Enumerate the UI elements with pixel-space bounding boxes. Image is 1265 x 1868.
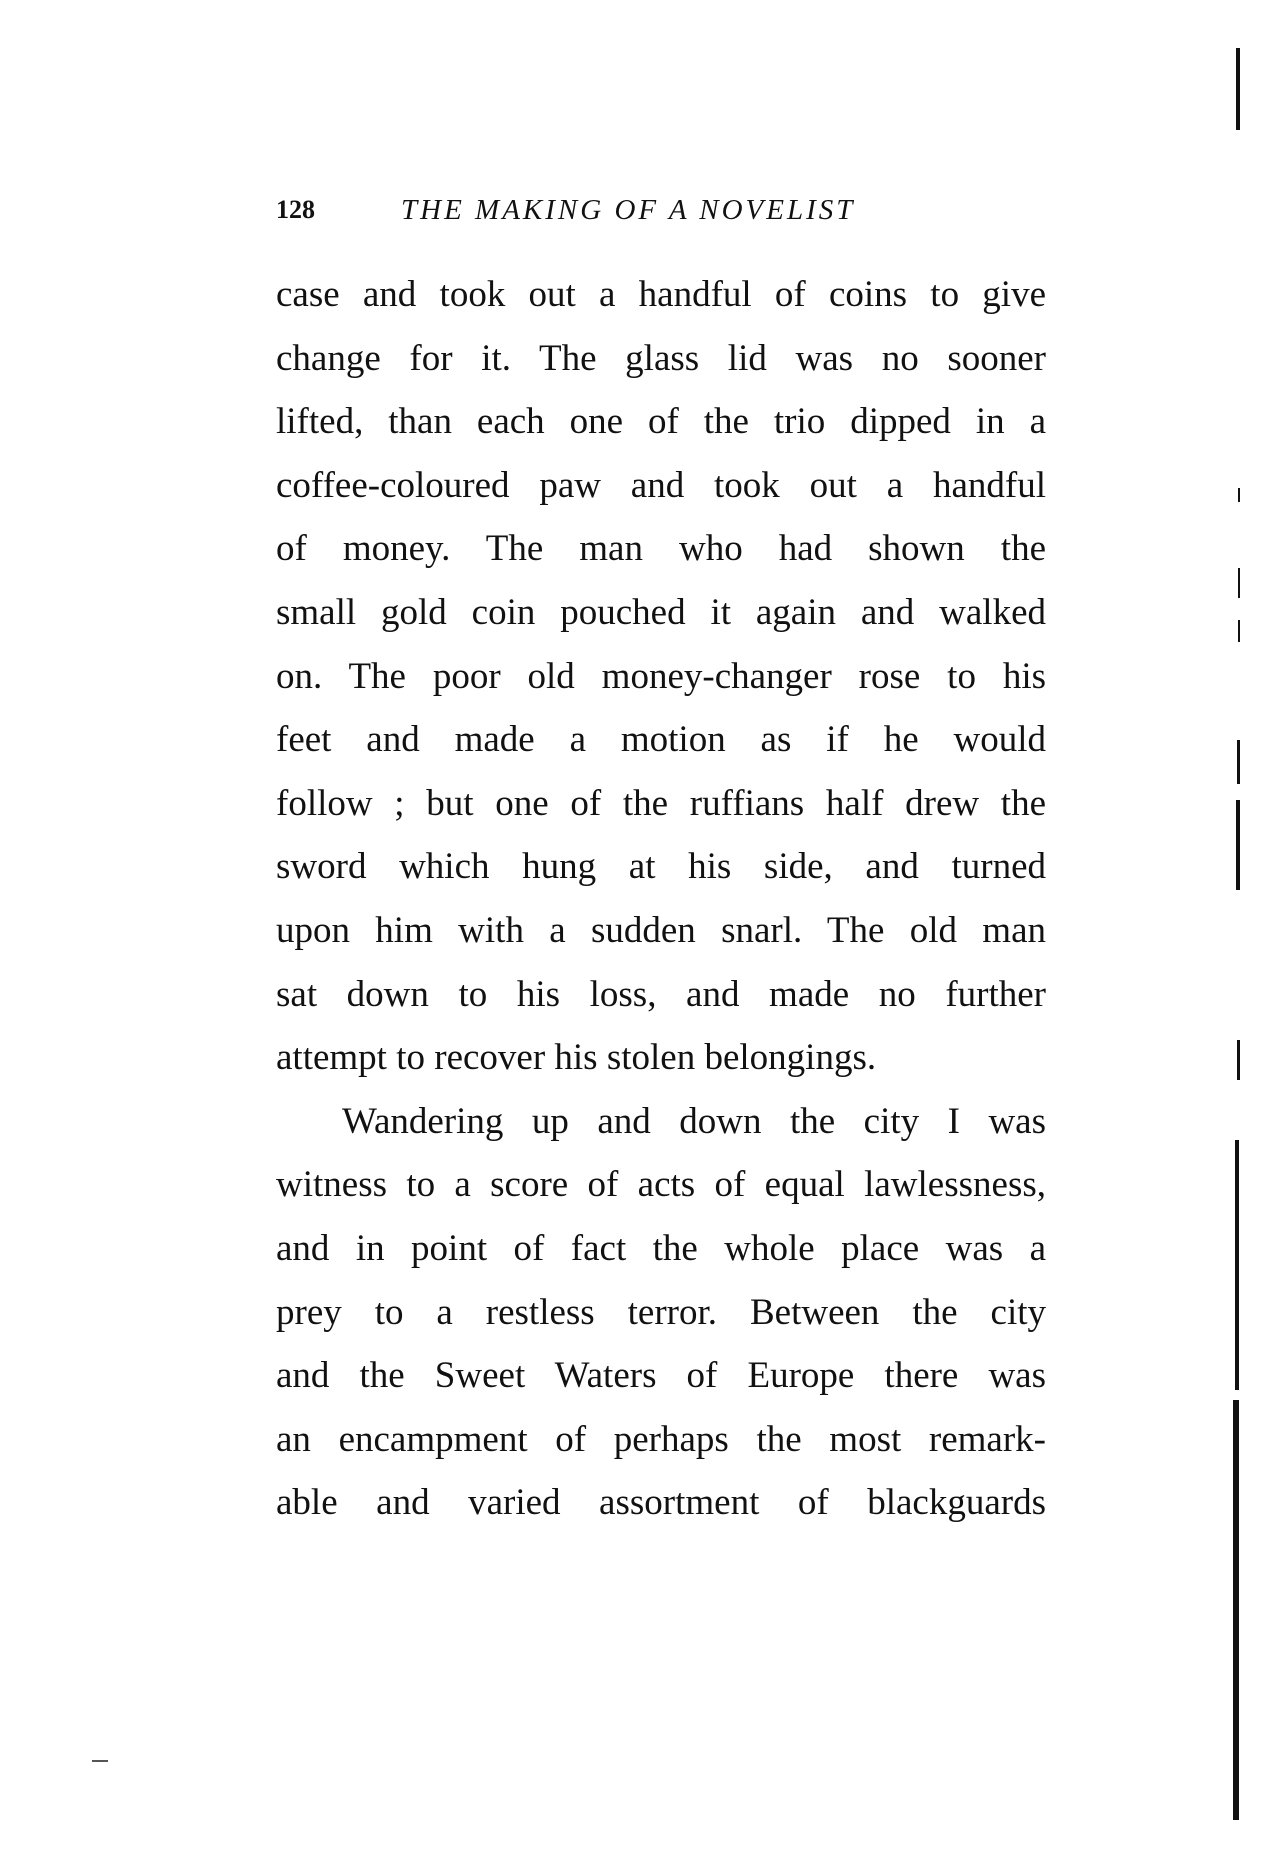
text-line: sat down to his loss, and made no further: [276, 973, 1046, 1015]
text-line: sword which hung at his side, and turned: [276, 846, 1046, 888]
scan-edge-mark: [1237, 1040, 1240, 1080]
text-line: upon him with a sudden snarl. The old man: [276, 909, 1046, 951]
text-line: and the Sweet Waters of Europe there was: [276, 1355, 1046, 1397]
scan-dash-mark: [92, 1760, 108, 1762]
scan-edge-mark: [1238, 568, 1240, 598]
text-line: coffee-coloured paw and took out a handful: [276, 464, 1046, 506]
text-line: and in point of fact the whole place was a: [276, 1227, 1046, 1269]
scan-edge-mark: [1236, 800, 1240, 890]
text-line: change for it. The glass lid was no sooner: [276, 337, 1046, 379]
paragraph-1: [276, 263, 1046, 1090]
running-head: [276, 190, 1046, 230]
text-line: follow ; but one of the ruffians half drew the: [276, 782, 1046, 824]
text-line: case and took out a handful of coins to give: [276, 274, 1046, 315]
text-line: lifted, than each one of the trio dipped in a: [276, 401, 1046, 443]
text-line: Wandering up and down the city I was: [342, 1100, 1046, 1142]
scan-edge-mark: [1235, 1140, 1239, 1390]
scan-edge-mark: [1236, 48, 1240, 130]
scan-edge-mark: [1238, 620, 1240, 642]
running-title: THE MAKING OF A NOVELIST: [401, 194, 856, 226]
scan-edge-mark: [1238, 488, 1240, 502]
paragraph-2: [276, 1090, 1046, 1535]
text-line: able and varied assortment of blackguards: [276, 1482, 1046, 1524]
scan-edge-mark: [1233, 1400, 1239, 1820]
scan-edge-mark: [1237, 740, 1240, 784]
text-line: feet and made a motion as if he would: [276, 719, 1046, 761]
text-line: an encampment of perhaps the most remark-: [276, 1418, 1046, 1460]
text-line: on. The poor old money-changer rose to his: [276, 655, 1046, 697]
text-line: attempt to recover his stolen belongings.: [276, 1037, 877, 1079]
text-line: witness to a score of acts of equal lawlessness,: [276, 1164, 1046, 1206]
text-line: small gold coin pouched it again and walked: [276, 591, 1046, 633]
page-number: 128: [276, 195, 315, 224]
text-line: prey to a restless terror. Between the city: [276, 1291, 1046, 1333]
text-line: of money. The man who had shown the: [276, 528, 1046, 570]
body-text: [276, 263, 1046, 1535]
